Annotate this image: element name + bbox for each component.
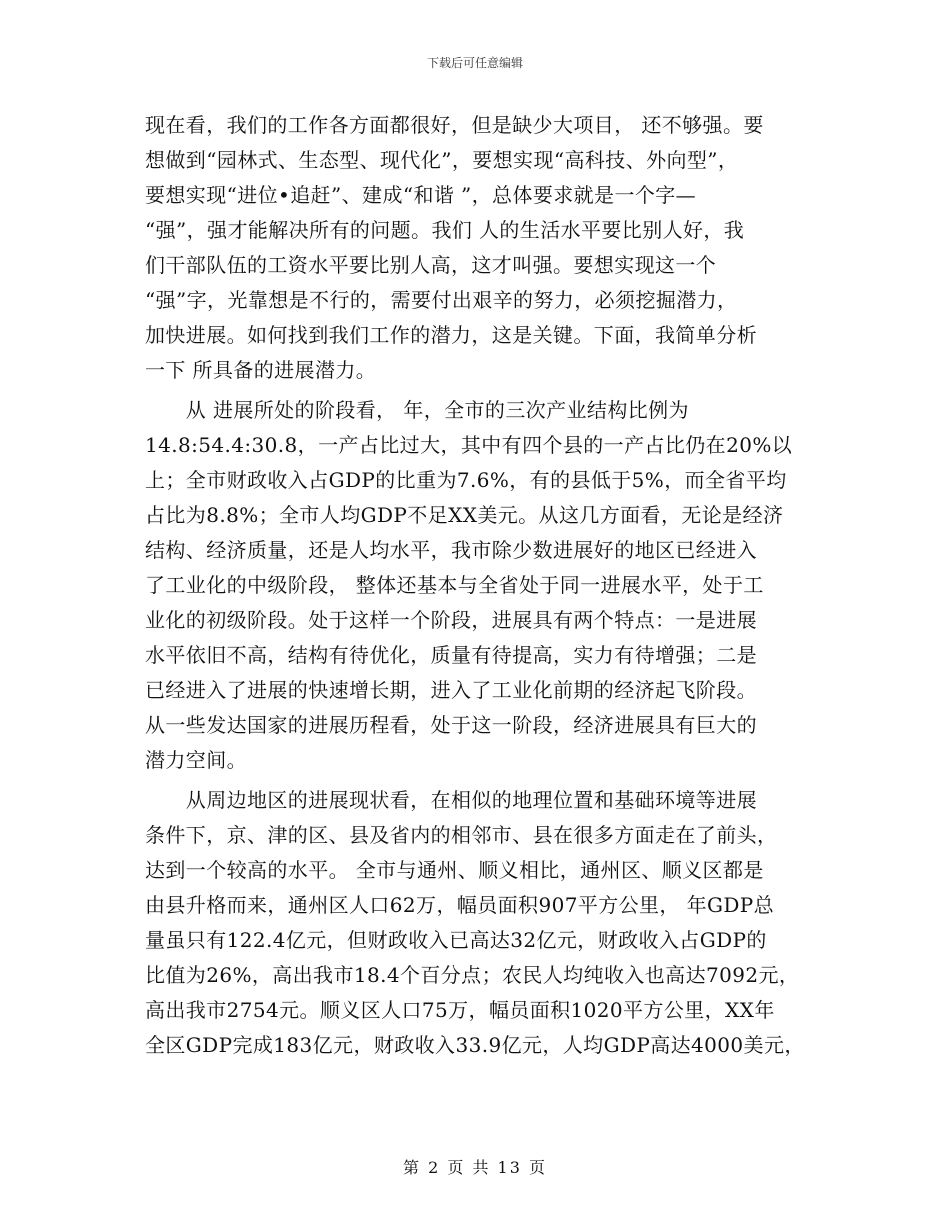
text-line: 上；全市财政收入占GDP的比重为7.6%，有的县低于5%，而全省平均 — [145, 468, 787, 492]
text-line: “强”，强才能解决所有的问题。我们 人的生活水平要比别人好，我 — [145, 218, 745, 242]
page-header: 下载后可任意编辑 — [426, 56, 523, 70]
text-line: “强”字，光靠想是不行的，需要付出艰辛的努力，必须挖掘潜力， — [145, 288, 738, 312]
text-line: 高出我市2754元。顺义区人口75万，幅员面积1020平方公里，XX年 — [145, 998, 775, 1022]
text-line: 全区GDP完成183亿元，财政收入33.9亿元，人均GDP高达4000美元， — [145, 1033, 805, 1057]
text-line: 想做到“园林式、生态型、现代化”，要想实现“高科技、外向型”， — [145, 148, 739, 172]
text-line: 占比为8.8%；全市人均GDP不足XX美元。从这几方面看，无论是经济 — [145, 503, 784, 527]
text-line: 由县升格而来，通州区人口62万，幅员面积907平方公里， 年GDP总 — [145, 893, 775, 917]
text-line: 量虽只有122.4亿元，但财政收入已高达32亿元，财政收入占GDP的 — [145, 928, 767, 952]
text-line: 条件下，京、津的区、县及省内的相邻市、县在很多方面走在了前头， — [145, 823, 778, 847]
text-line: 潜力空间。 — [145, 748, 247, 772]
text-line: 结构、经济质量，还是人均水平，我市除少数进展好的地区已经进入 — [145, 538, 757, 562]
paragraph-1 — [145, 108, 815, 388]
text-line: 已经进入了进展的快速增长期，进入了工业化前期的经济起飞阶段。 — [145, 678, 757, 702]
text-line: 一下 所具备的进展潜力。 — [145, 358, 377, 382]
text-line: 了工业化的中级阶段， 整体还基本与全省处于同一进展水平，处于工 — [145, 573, 764, 597]
text-line: 水平依旧不高，结构有待优化，质量有待提高，实力有待增强；二是 — [145, 643, 757, 667]
text-line: 从一些发达国家的进展历程看，处于这一阶段，经济进展具有巨大的 — [145, 713, 757, 737]
text-line: 达到一个较高的水平。 全市与通州、顺义相比，通州区、顺义区都是 — [145, 858, 764, 882]
text-line: 比值为26%，高出我市18.4个百分点；农民人均纯收入也高达7092元， — [145, 963, 800, 987]
page-footer: 第 2 页 共 13 页 — [403, 1158, 547, 1177]
text-line: 从 进展所处的阶段看， 年，全市的三次产业结构比例为 — [145, 398, 689, 422]
text-line: 业化的初级阶段。处于这样一个阶段，进展具有两个特点：一是进展 — [145, 608, 757, 632]
text-line: 现在看，我们的工作各方面都很好，但是缺少大项目， 还不够强。要 — [145, 113, 764, 137]
document-body — [145, 108, 815, 1063]
text-line: 要想实现“进位•追赶”、建成“和谐 ”，总体要求就是一个字— — [145, 183, 697, 207]
text-line: 们干部队伍的工资水平要比别人高，这才叫强。要想实现这一个 — [145, 253, 717, 277]
text-line: 从周边地区的进展现状看，在相似的地理位置和基础环境等进展 — [145, 788, 757, 812]
paragraph-3 — [145, 783, 815, 1063]
paragraph-2 — [145, 393, 815, 778]
text-line: 14.8:54.4:30.8，一产占比过大，其中有四个县的一产占比仍在20%以 — [145, 433, 793, 457]
text-line: 加快进展。如何找到我们工作的潜力，这是关键。下面，我简单分析 — [145, 323, 757, 347]
